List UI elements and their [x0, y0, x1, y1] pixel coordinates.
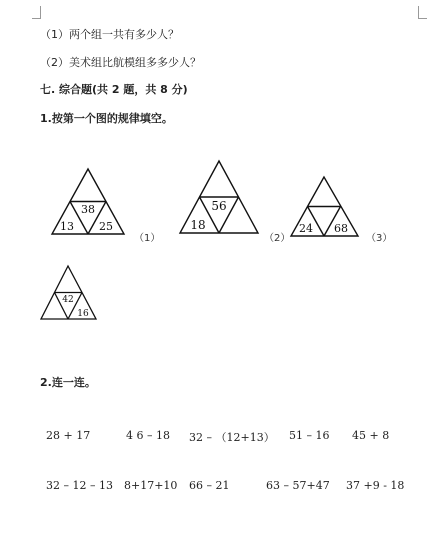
match-expression-top-2[interactable]: 4 6 – 18 [126, 429, 170, 442]
match-expression-bottom-1[interactable]: 32 – 12 – 13 [46, 479, 113, 492]
question-2: （2）美术组比航模组多多少人？ [40, 56, 201, 69]
question-1: （1）两个组一共有多少人？ [40, 28, 179, 41]
triangle-4-right-number: 16 [77, 309, 89, 319]
triangle-1-left-number: 13 [60, 220, 74, 233]
triangle-2-label: （2） [264, 233, 291, 244]
triangle-2-top-number: 56 [211, 199, 227, 213]
triangle-1-top-number: 38 [81, 203, 95, 216]
triangle-4-top-number: 42 [62, 295, 74, 305]
match-expression-bottom-2[interactable]: 8+17+10 [124, 479, 178, 492]
triangle-figure-1 [50, 168, 130, 236]
triangle-3-left-number: 24 [299, 222, 313, 235]
triangle-figure-4 [40, 265, 102, 321]
triangle-3-label: （3） [366, 233, 393, 244]
triangle-figure-2 [178, 160, 264, 236]
match-expression-top-4[interactable]: 51 – 16 [289, 429, 330, 442]
section-title: 七. 综合题(共 2 题，共 8 分) [40, 83, 188, 96]
triangle-1-right-number: 25 [99, 220, 113, 233]
match-expression-top-5[interactable]: 45 + 8 [352, 429, 390, 442]
match-expression-bottom-5[interactable]: 37 +9 - 18 [346, 479, 405, 492]
triangle-figure-3 [290, 176, 366, 238]
match-expression-bottom-3[interactable]: 66 – 21 [189, 479, 230, 492]
problem-1-title: 1.按第一个图的规律填空。 [40, 112, 173, 125]
triangle-2-left-number: 18 [190, 218, 206, 232]
page-corner-mark-right [418, 6, 427, 19]
page-corner-mark-left [32, 6, 41, 19]
triangle-3-right-number: 68 [334, 222, 348, 235]
triangle-1-label: （1） [134, 233, 161, 244]
match-expression-top-1[interactable]: 28 + 17 [46, 429, 91, 442]
match-expression-bottom-4[interactable]: 63 – 57+47 [266, 479, 330, 492]
problem-2-title: 2.连一连。 [40, 376, 96, 389]
match-expression-top-3[interactable]: 32 – （12+13） [189, 431, 275, 444]
